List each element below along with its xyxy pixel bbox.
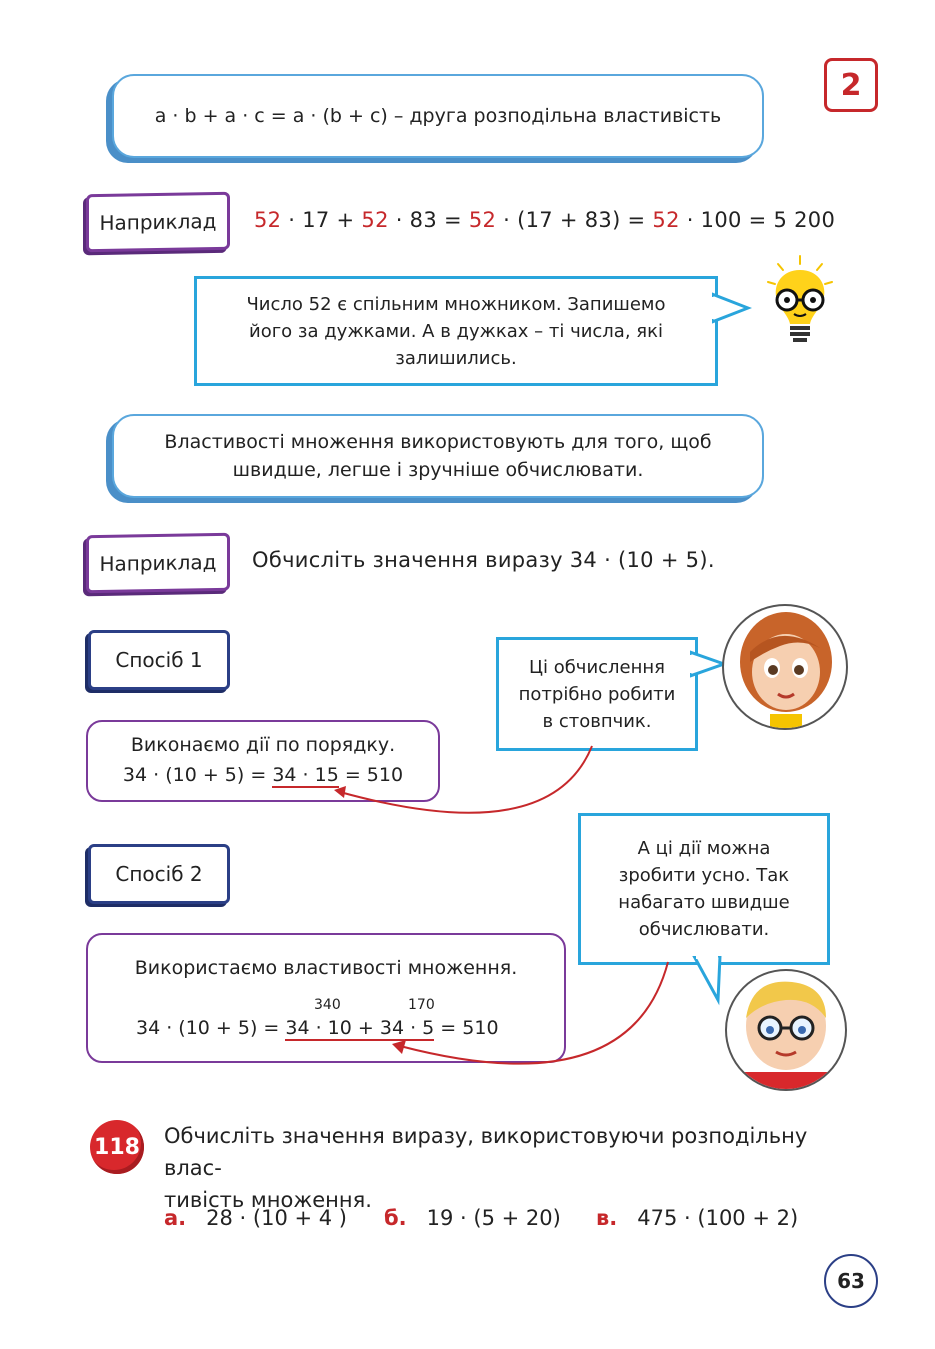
task-text: Обчисліть значення виразу, використовуючи розподільну влас- тивість множення.: [164, 1124, 808, 1212]
arrow-to-method-2: [380, 956, 680, 1086]
task-item-b: б. 19 · (5 + 20): [384, 1206, 561, 1230]
task-number-badge: 118: [90, 1120, 144, 1174]
chapter-badge: 2: [824, 58, 878, 112]
lightbulb-icon: [760, 252, 840, 352]
info-box: Властивості множення використовують для того, щоб швидше, легше і зручніше обчислювати.: [112, 414, 764, 498]
method-2-tag: Спосіб 2: [88, 844, 230, 904]
girl-speech-bubble: Ці обчислення потрібно робити в стовпчик.: [496, 637, 698, 751]
method-1-equation: 34 · (10 + 5) = 34 · 15 = 510: [122, 764, 404, 786]
method-2-equation: 34 · (10 + 5) = 34 · 10 + 34 · 5 = 510: [136, 1017, 499, 1039]
example-tag-1: Наприклад: [86, 192, 230, 253]
arrow-to-method-1: [320, 740, 620, 840]
method-2-title: Використаємо властивості множення.: [134, 957, 518, 979]
rule-box: [112, 74, 764, 158]
example-tag-2: Наприклад: [86, 533, 230, 594]
method-1-title: Виконаємо дії по порядку.: [130, 734, 396, 756]
example-2-text: Обчисліть значення виразу 34 · (10 + 5).: [252, 548, 715, 572]
rule-text: a · b + a · c = a · (b + c) – друга розподільна властивість: [154, 105, 722, 127]
task-item-c: в. 475 · (100 + 2): [596, 1206, 799, 1230]
boy-speech-bubble: А ці дії можна зробити усно. Так набагато швидше обчислювати.: [578, 813, 830, 965]
method-2-partial-2: 170: [408, 997, 435, 1013]
boy-avatar-icon: [722, 968, 850, 1092]
method-2-partial-1: 340: [314, 997, 341, 1013]
bulb-bubble-tail: [712, 290, 752, 330]
bulb-note-bubble: Число 52 є спільним множником. Запишемо його за дужками. А в дужках – ті числа, які залишились.: [194, 276, 718, 386]
method-1-tag: Спосіб 1: [88, 630, 230, 690]
example-1-equation: 52 · 17 + 52 · 83 = 52 · (17 + 83) = 52 · 100 = 5 200: [254, 208, 836, 232]
page-number: 63: [824, 1254, 878, 1308]
task-item-a: а. 28 · (10 + 4 ): [164, 1206, 347, 1230]
girl-avatar-icon: [720, 602, 850, 732]
